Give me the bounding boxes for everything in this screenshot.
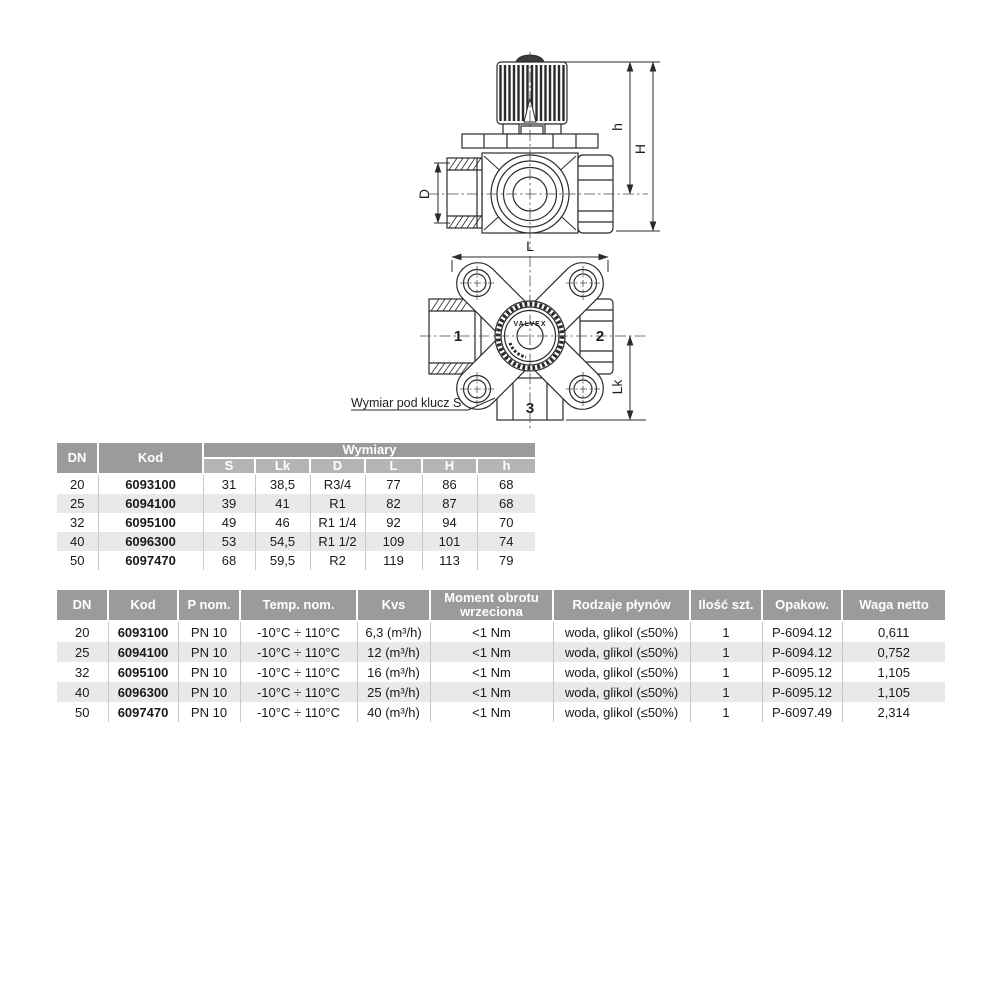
table-cell: 50	[57, 551, 98, 570]
port-1-label: 1	[453, 328, 463, 345]
table-cell: 1,105	[842, 682, 945, 702]
table-cell: 38,5	[255, 474, 310, 494]
table-cell: 59,5	[255, 551, 310, 570]
table-cell: -10°C ÷ 110°C	[240, 662, 357, 682]
table-cell: R1	[310, 494, 365, 513]
table-cell: 16 (m³/h)	[357, 662, 430, 682]
table-cell: 49	[203, 513, 255, 532]
col-header-h-cap: H	[422, 458, 477, 474]
col-header-lk: Lk	[255, 458, 310, 474]
table-cell: 46	[255, 513, 310, 532]
table-cell: PN 10	[178, 662, 240, 682]
table-cell: 40 (m³/h)	[357, 702, 430, 722]
col-header-d: D	[310, 458, 365, 474]
table-cell: woda, glikol (≤50%)	[553, 682, 690, 702]
table-cell: 113	[422, 551, 477, 570]
col-header-dn: DN	[57, 443, 98, 474]
table-row	[57, 621, 945, 642]
table-cell: <1 Nm	[430, 702, 553, 722]
table-cell: 6094100	[98, 494, 203, 513]
table-cell: 1	[690, 621, 762, 642]
table-cell: R1 1/4	[310, 513, 365, 532]
table-cell: P-6094.12	[762, 642, 842, 662]
table-cell: 79	[477, 551, 535, 570]
port-2-label: 2	[595, 328, 605, 345]
table-cell: 31	[203, 474, 255, 494]
table-cell: R2	[310, 551, 365, 570]
table-cell: -10°C ÷ 110°C	[240, 642, 357, 662]
table-cell: -10°C ÷ 110°C	[240, 682, 357, 702]
table-cell: 25 (m³/h)	[357, 682, 430, 702]
col-header-h-low: h	[477, 458, 535, 474]
specs-table	[57, 590, 945, 722]
table-cell: 6096300	[108, 682, 178, 702]
table-row	[57, 513, 535, 532]
table-cell: 6095100	[98, 513, 203, 532]
table-cell: 32	[57, 513, 98, 532]
table-cell: 6094100	[108, 642, 178, 662]
table-cell: woda, glikol (≤50%)	[553, 702, 690, 722]
col-header-pnom: P nom.	[178, 590, 240, 621]
table-cell: 39	[203, 494, 255, 513]
table-cell: PN 10	[178, 682, 240, 702]
table-cell: <1 Nm	[430, 621, 553, 642]
table-cell: 53	[203, 532, 255, 551]
table-row	[57, 662, 945, 682]
table-cell: 70	[477, 513, 535, 532]
wrench-size-note: Wymiar pod klucz S	[351, 396, 462, 410]
col-header-wymiary: Wymiary	[203, 443, 535, 458]
table-cell: 101	[422, 532, 477, 551]
table-cell: 74	[477, 532, 535, 551]
table-cell: 1	[690, 662, 762, 682]
brand-logo-text: VALVEX	[513, 321, 547, 328]
table-cell: 94	[422, 513, 477, 532]
col-header-opakow: Opakow.	[762, 590, 842, 621]
table-cell: 6097470	[108, 702, 178, 722]
table-cell: 6097470	[98, 551, 203, 570]
table-cell: 32	[57, 662, 108, 682]
table-row	[57, 494, 535, 513]
dim-label-h: h	[609, 123, 625, 131]
table-cell: -10°C ÷ 110°C	[240, 702, 357, 722]
table-row	[57, 474, 535, 494]
table-cell: PN 10	[178, 702, 240, 722]
col-header-plyny: Rodzaje płynów	[553, 590, 690, 621]
valve-technical-drawing	[0, 0, 1000, 445]
table-cell: 68	[477, 494, 535, 513]
table-cell: woda, glikol (≤50%)	[553, 642, 690, 662]
table-cell: P-6095.12	[762, 682, 842, 702]
left-port-side	[447, 158, 482, 228]
port-3-label: 3	[525, 400, 535, 417]
table-cell: 50	[57, 702, 108, 722]
dim-label-L: L	[526, 238, 534, 254]
table-cell: 1,105	[842, 662, 945, 682]
table-cell: woda, glikol (≤50%)	[553, 662, 690, 682]
table-row	[57, 702, 945, 722]
col-header-s: S	[203, 458, 255, 474]
table-cell: P-6094.12	[762, 621, 842, 642]
col-header-moment: Moment obrotu wrzeciona	[430, 590, 553, 621]
table-cell: 109	[365, 532, 422, 551]
table-cell: 25	[57, 642, 108, 662]
table-cell: 0,752	[842, 642, 945, 662]
col-header-l: L	[365, 458, 422, 474]
table-cell: <1 Nm	[430, 682, 553, 702]
table-cell: <1 Nm	[430, 662, 553, 682]
col-header-kod: Kod	[98, 443, 203, 474]
table-cell: 6096300	[98, 532, 203, 551]
dim-label-Lk: Lk	[609, 379, 625, 395]
table-cell: 1	[690, 682, 762, 702]
dim-label-D: D	[416, 188, 432, 200]
dim-label-H: H	[632, 143, 648, 155]
col-header-temp: Temp. nom.	[240, 590, 357, 621]
col-header-dn: DN	[57, 590, 108, 621]
table-cell: woda, glikol (≤50%)	[553, 621, 690, 642]
table-cell: 2,314	[842, 702, 945, 722]
table-cell: 6,3 (m³/h)	[357, 621, 430, 642]
table-cell: 87	[422, 494, 477, 513]
table-cell: 119	[365, 551, 422, 570]
handwheel	[497, 55, 567, 134]
table-cell: 25	[57, 494, 98, 513]
table-cell: 68	[477, 474, 535, 494]
table-cell: 40	[57, 682, 108, 702]
table-cell: R1 1/2	[310, 532, 365, 551]
table-cell: 41	[255, 494, 310, 513]
table-cell: 68	[203, 551, 255, 570]
table-cell: 92	[365, 513, 422, 532]
table-row	[57, 682, 945, 702]
table-cell: 0,611	[842, 621, 945, 642]
table-row	[57, 642, 945, 662]
table-cell: 86	[422, 474, 477, 494]
table-cell: 6093100	[98, 474, 203, 494]
table-cell: P-6097.49	[762, 702, 842, 722]
table-cell: -10°C ÷ 110°C	[240, 621, 357, 642]
col-header-kod: Kod	[108, 590, 178, 621]
table-cell: <1 Nm	[430, 642, 553, 662]
table-cell: 20	[57, 474, 98, 494]
table-cell: PN 10	[178, 642, 240, 662]
table-cell: 1	[690, 642, 762, 662]
table-cell: 6093100	[108, 621, 178, 642]
table-row	[57, 532, 535, 551]
col-header-ilosc: Ilość szt.	[690, 590, 762, 621]
col-header-kvs: Kvs	[357, 590, 430, 621]
table-cell: 6095100	[108, 662, 178, 682]
table-cell: 54,5	[255, 532, 310, 551]
table-cell: 1	[690, 702, 762, 722]
table-cell: 77	[365, 474, 422, 494]
table-cell: 40	[57, 532, 98, 551]
table-row	[57, 551, 535, 570]
table-cell: R3/4	[310, 474, 365, 494]
col-header-waga: Waga netto	[842, 590, 945, 621]
table-cell: 12 (m³/h)	[357, 642, 430, 662]
table-cell: P-6095.12	[762, 662, 842, 682]
table-cell: PN 10	[178, 621, 240, 642]
table-cell: 82	[365, 494, 422, 513]
dimensions-table	[57, 443, 535, 570]
table-cell: 20	[57, 621, 108, 642]
